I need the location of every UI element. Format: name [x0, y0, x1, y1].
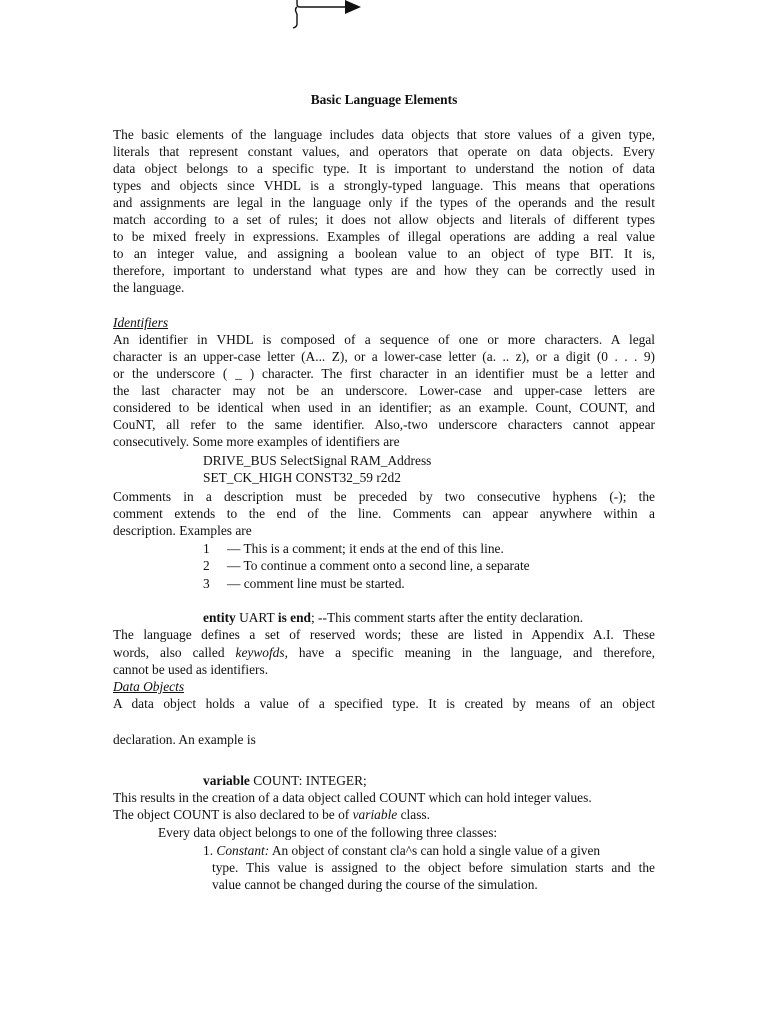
identifiers-line: character is an upper-case letter (A... Z), or a lower-case letter (a. .. z), or a digit (0 . . . 9) [113, 349, 655, 364]
comment-example-number: 3 [203, 576, 210, 591]
variable-declaration: COUNT: INTEGER; [249, 773, 367, 788]
comment-example [203, 557, 663, 574]
reserved-line [113, 644, 655, 661]
identifiers-line: consecutively. Some more examples of identifiers are [113, 434, 400, 449]
entity-code-line [203, 609, 663, 626]
data-objects-line: A data object holds a value of a specified type. It is created by means of an object [113, 696, 655, 711]
data-objects-line: declaration. An example is [113, 732, 256, 747]
intro-line: to an integer value, and assigning a boolean value to an object of type BIT. It is, [113, 246, 655, 261]
diagram-arrow-fragment [285, 0, 365, 30]
entity-comment: ; --This comment starts after the entity declaration. [310, 610, 584, 625]
entity-name: UART [235, 610, 278, 625]
comment-example-text: — To continue a comment onto a second line, a separate [227, 558, 530, 573]
intro-line: types and objects since VHDL is a strongly-typed language. This means that operations [113, 178, 655, 193]
class-item-continuation: value cannot be changed during the course of the simulation. [212, 877, 538, 892]
intro-line: the language. [113, 280, 185, 295]
data-objects-line [113, 806, 655, 823]
class-item-number: 1. [203, 843, 217, 858]
intro-line: The basic elements of the language includes data objects that store values of a given type, [113, 127, 655, 142]
class-item-text: An object of constant cla^s can hold a single value of a given [269, 843, 601, 858]
reserved-text: have a specific meaning in the language, and therefore, [287, 645, 655, 660]
identifiers-line: considered to be identical when used in an identifier; as an example. Count, COUNT, and [113, 400, 655, 415]
identifiers-line: the last character may not be an underscore. Lower-case and upper-case letters are [113, 383, 655, 398]
comment-example-text: — comment line must be started. [227, 576, 405, 591]
comment-example-number: 1 [203, 541, 210, 556]
class-item-label: Constant: [216, 843, 270, 858]
section-heading-data-objects: Data Objects [113, 679, 185, 694]
identifiers-line: An identifier in VHDL is composed of a sequence of one or more characters. A legal [113, 332, 655, 347]
intro-line: literals that represent constant values, and operators that operate on data objects. Every [113, 144, 655, 159]
identifier-example: SET_CK_HIGH CONST32_59 r2d2 [203, 470, 401, 485]
intro-line: data object belongs to a specific type. It is important to understand the notion of data [113, 161, 655, 176]
identifiers-line: CouNT, all refer to the same identifier. Also,-two underscore characters cannot appear [113, 417, 655, 432]
comments-line: description. Examples are [113, 523, 252, 538]
variable-keyword: variable [203, 773, 250, 788]
comment-example [203, 540, 663, 557]
intro-line: therefore, important to understand what types are and how they can be correctly used in [113, 263, 655, 278]
variable-class-term: variable [352, 807, 398, 822]
comment-example-text: — This is a comment; it ends at the end of this line. [227, 541, 504, 556]
section-heading-identifiers: Identifiers [113, 315, 169, 330]
intro-line: and assignments are legal in the language only if the types of the operands and the result [113, 195, 655, 210]
reserved-line: cannot be used as identifiers. [113, 662, 269, 677]
comment-example-number: 2 [203, 558, 210, 573]
intro-line: to be mixed freely in expressions. Examples of illegal operations are adding a real value [113, 229, 655, 244]
page-title: Basic Language Elements [310, 92, 458, 107]
data-objects-text: class. [397, 807, 430, 822]
comments-line: comment extends to the end of the line. Comments can appear anywhere within a [113, 506, 655, 521]
reserved-keyword-term: keywofds, [235, 645, 288, 660]
identifiers-line: or the underscore ( _ ) character. The first character in an identifier must be a letter and [113, 366, 655, 381]
identifier-example: DRIVE_BUS SelectSignal RAM_Address [203, 453, 432, 468]
variable-code-line [203, 772, 663, 789]
comment-example [203, 575, 663, 592]
data-objects-line: This results in the creation of a data object called COUNT which can hold integer values. [113, 790, 592, 805]
reserved-text: words, also called [113, 645, 236, 660]
entity-keyword: entity [203, 610, 236, 625]
entity-keyword-is-end: is end [277, 610, 311, 625]
intro-line: match according to a set of rules; it does not allow objects and literals of different types [113, 212, 655, 227]
class-item-constant [203, 842, 655, 859]
comments-line: Comments in a description must be preceded by two consecutive hyphens (-); the [113, 489, 655, 504]
data-objects-text: The object COUNT is also declared to be of [113, 807, 353, 822]
reserved-line: The language defines a set of reserved words; these are listed in Appendix A.I. These [113, 627, 655, 642]
classes-intro: Every data object belongs to one of the following three classes: [158, 825, 498, 840]
class-item-continuation: type. This value is assigned to the object before simulation starts and the [212, 860, 655, 875]
